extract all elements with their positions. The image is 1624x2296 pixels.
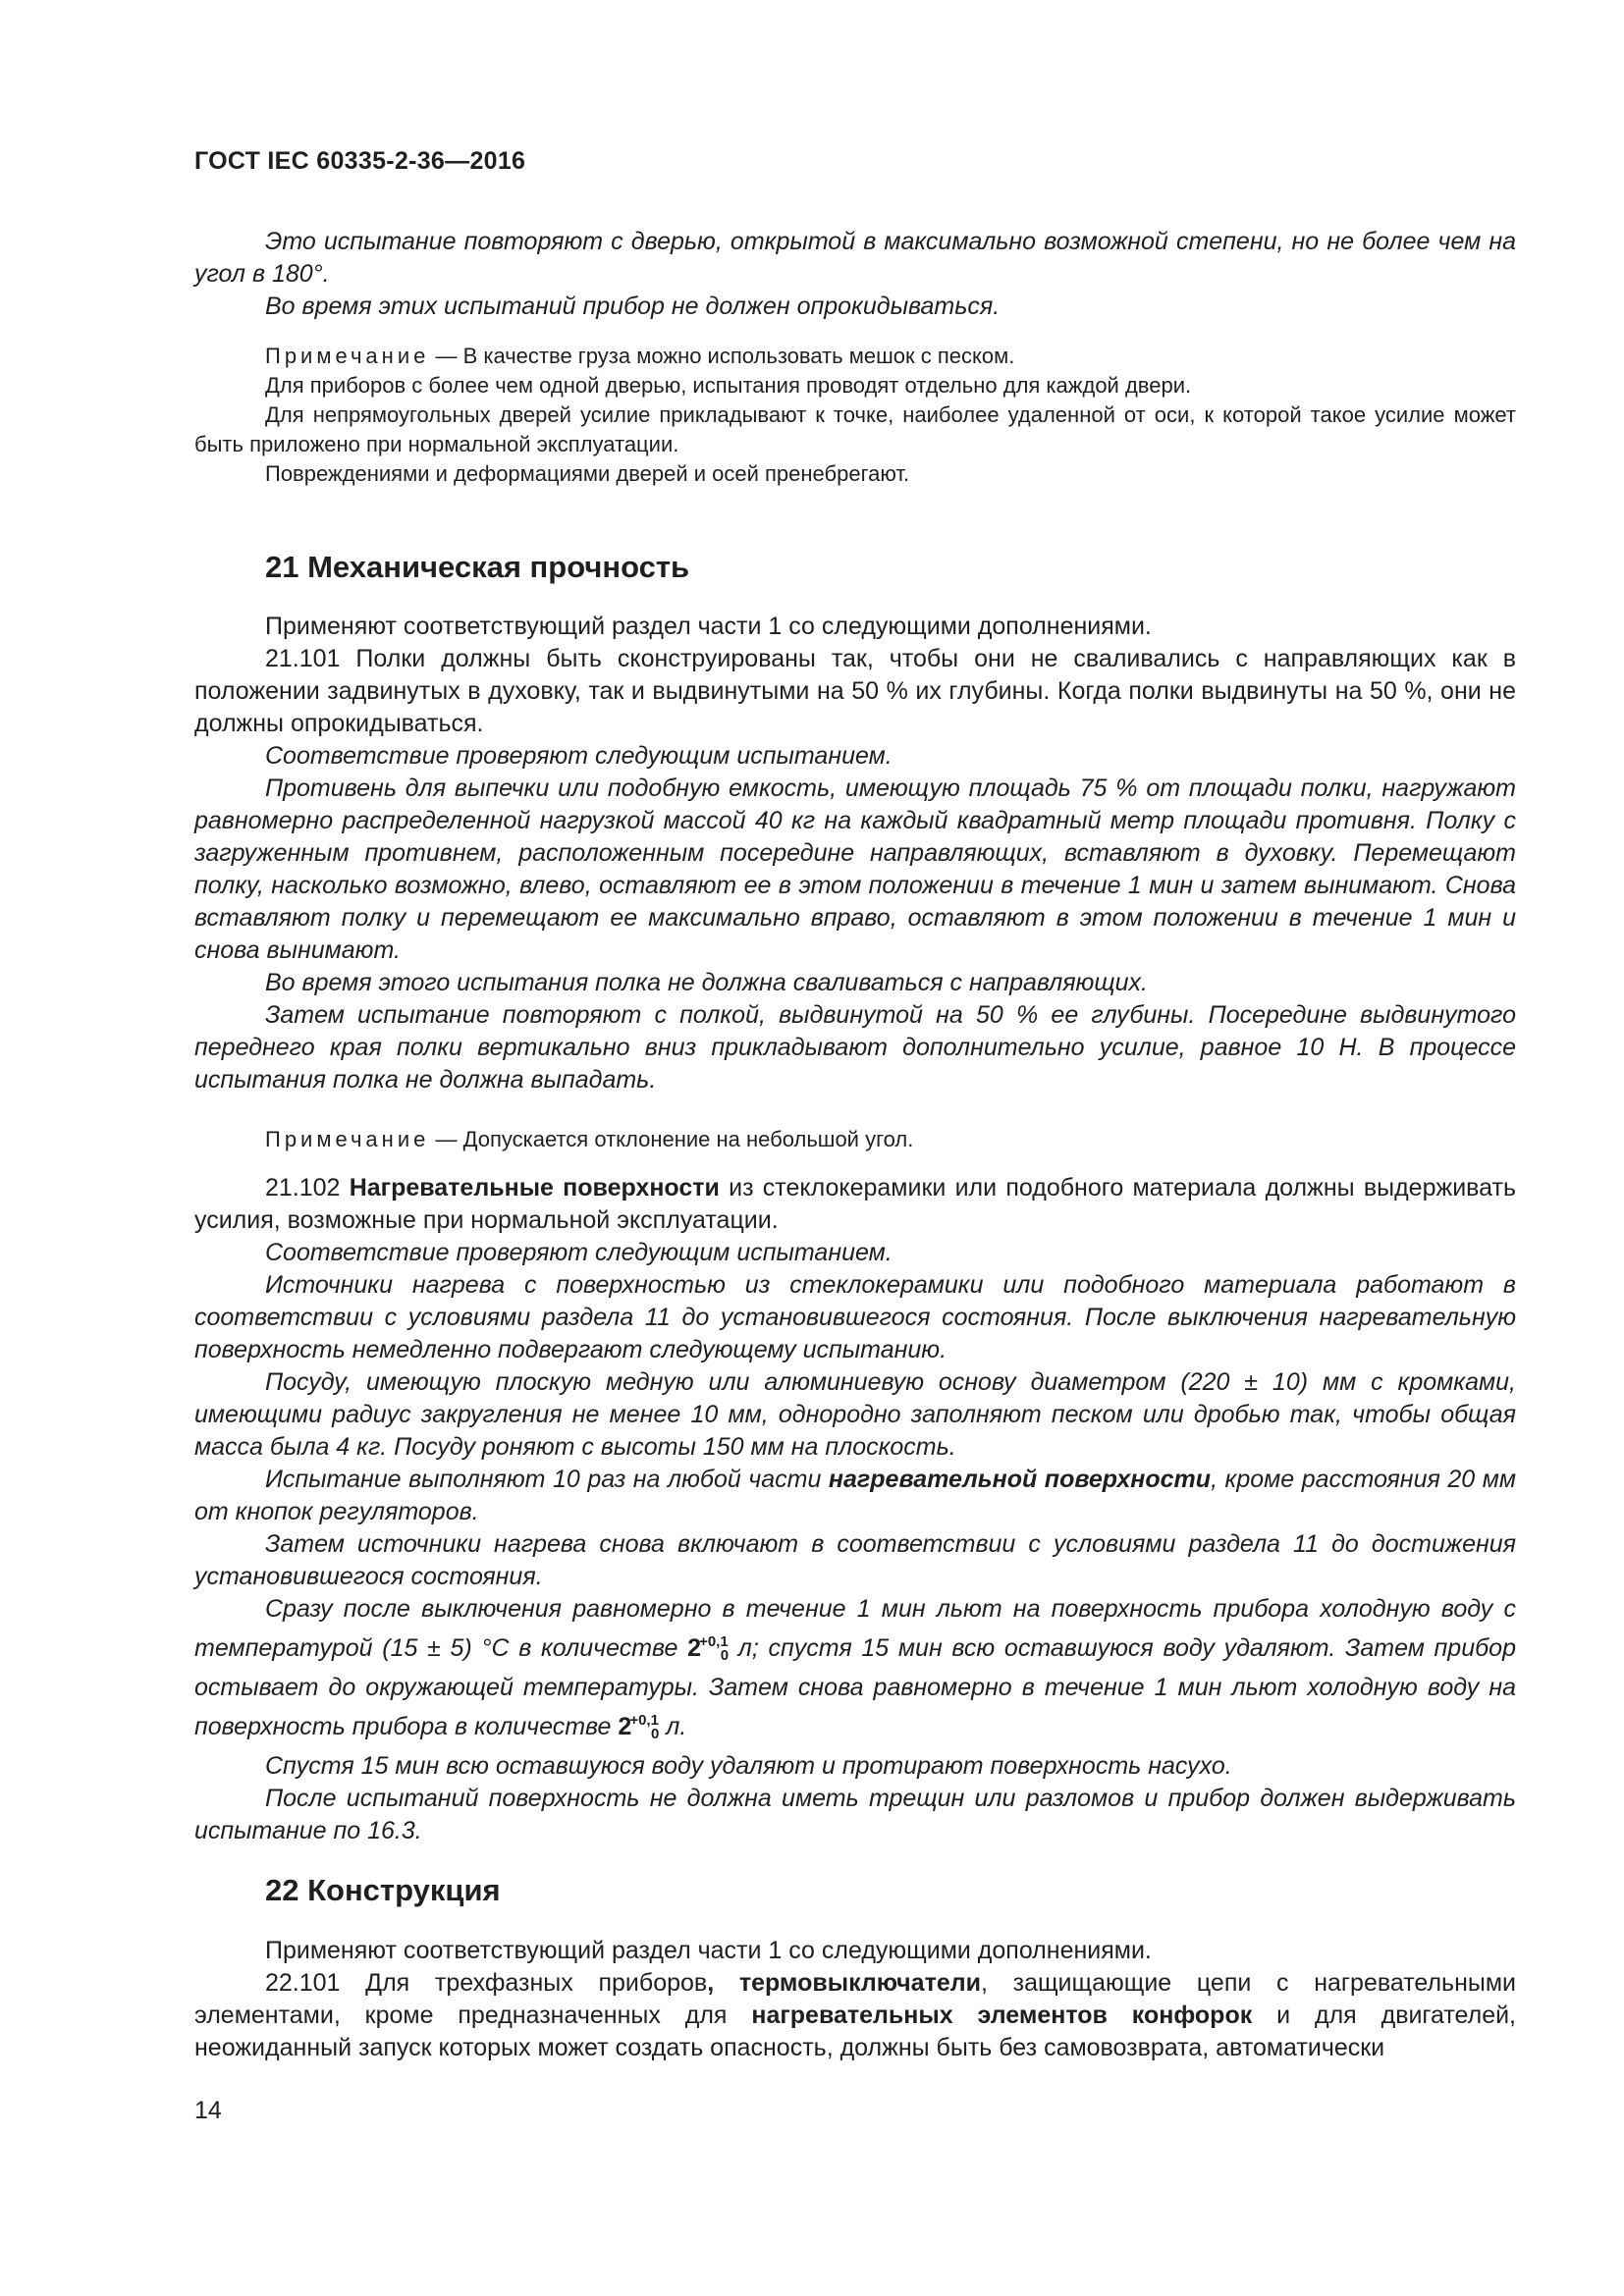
- s21-p7-start: 21.102: [265, 1174, 350, 1201]
- note-dash: —: [429, 344, 463, 368]
- page-number: 14: [194, 2097, 222, 2124]
- note-line-4: Повреждениями и деформациями дверей и осей пренебрегают.: [265, 461, 910, 486]
- quantity-tolerance-lower-1: 0: [720, 1647, 730, 1664]
- note-block-2: [194, 1125, 1516, 1154]
- section-22-title: 22 Конструкция: [265, 1873, 501, 1907]
- quantity-tolerance-lower-2: 0: [650, 1726, 660, 1742]
- quantity-value-1: 2: [687, 1634, 702, 1662]
- s21-paragraph-5: Во время этого испытания полка не должна сваливаться с направляющих.: [265, 969, 1148, 996]
- s21-paragraph-10: Посуду, имеющую плоскую медную или алюминиевую основу диаметром (220 ± 10) мм с кромками, имеющими радиус закругления не менее 10 мм, однородно заполняют песком или дробью так, чтобы общая масса была 4 кг. Посуду роняют с высоты 150 мм на плоскость.: [194, 1368, 1516, 1461]
- note-line-3: Для непрямоугольных дверей усилие прикладывают к точке, наиболее удаленной от оси, к которой такое усилие может быть приложено при нормальной эксплуатации.: [194, 402, 1516, 456]
- s21-note: [194, 1125, 1516, 1154]
- s21-paragraph-12: Затем источники нагрева снова включают в соответствии с условиями раздела 11 до достижения установившегося состояния.: [194, 1530, 1516, 1590]
- intro-block: [194, 226, 1516, 323]
- section-21-body: [194, 611, 1516, 1096]
- s21-paragraph-7: [194, 1172, 1516, 1237]
- s22-p2-term-2: нагревательных элементов конфорок: [751, 2002, 1253, 2029]
- s21-p7-end: из стеклокерамики или подобного материала должны выдерживать усилия, возможные при нормальной эксплуатации.: [194, 1174, 1516, 1234]
- s21-p7-term: Нагревательные поверхности: [349, 1174, 720, 1201]
- s22-paragraph-1: Применяют соответствующий раздел части 1 со следующими дополнениями.: [265, 1937, 1152, 1964]
- s21-p11-end: , кроме расстояния 20 мм от кнопок регуляторов.: [194, 1466, 1516, 1525]
- s21-p11-term: нагревательной поверхности: [828, 1466, 1212, 1493]
- s21-paragraph-9: Источники нагрева с поверхностью из стеклокерамики или подобного материала работают в соответствии с условиями раздела 11 до установившегося состояния. После выключения нагревательную поверхность немедленно подвергают следующему испытанию.: [194, 1271, 1516, 1363]
- section-21-heading-block: [194, 550, 1516, 585]
- section-21-title: 21 Механическая прочность: [265, 550, 690, 584]
- note-text-1: В качестве груза можно использовать мешок с песком.: [462, 344, 1015, 368]
- note-label: Примечание: [265, 344, 430, 368]
- intro-paragraph-2: Во время этих испытаний прибор не должен опрокидываться.: [265, 293, 1001, 320]
- s21-paragraph-11: [194, 1464, 1516, 1528]
- s21-note-label: Примечание: [265, 1127, 430, 1151]
- s21-paragraph-14: Спустя 15 мин всю оставшуюся воду удаляют и протирают поверхность насухо.: [265, 1752, 1232, 1780]
- s21-p13-part-c: л.: [659, 1713, 687, 1740]
- document-header: ГОСТ IEC 60335-2-36—2016: [194, 147, 526, 175]
- s21-paragraph-13: [194, 1593, 1516, 1750]
- quantity-tolerance-upper-2: +0,1: [629, 1712, 659, 1729]
- s21-paragraph-2: 21.101 Полки должны быть сконструированы так, чтобы они не сваливались с направляющих как в положении задвинутых в духовку, так и выдвинутыми на 50 % их глубины. Когда полки выдвинуты на 50 %, они не должны опрокидываться.: [194, 645, 1516, 737]
- s21-note-text: — Допускается отклонение на небольшой угол.: [429, 1127, 914, 1151]
- note-block-1: [194, 342, 1516, 489]
- s21-paragraph-15: После испытаний поверхность не должна иметь трещин или разломов и прибор должен выдерживать испытание по 16.3.: [194, 1785, 1516, 1844]
- s21-paragraph-6: Затем испытание повторяют с полкой, выдвинутой на 50 % ее глубины. Посередине выдвинутого переднего края полки вертикально вниз прикладывают дополнительно усилие, равное 10 Н. В процессе испытания полка не должна выпадать.: [194, 1001, 1516, 1094]
- section-22-heading-block: [194, 1873, 1516, 1908]
- quantity-tolerance-upper-1: +0,1: [699, 1633, 729, 1650]
- s21-paragraph-8: Соответствие проверяют следующим испытанием.: [265, 1239, 893, 1266]
- section-22-body: [194, 1935, 1516, 2064]
- s21-paragraph-1: Применяют соответствующий раздел части 1 со следующими дополнениями.: [265, 613, 1152, 640]
- s21-p13-part-b: л; спустя 15 мин всю оставшуюся воду удаляют. Затем прибор остывает до окружающей температуры. Затем снова равномерно в течение 1 мин льют холодную воду на поверхность прибора в количестве: [194, 1634, 1516, 1740]
- s21-paragraph-4: Противень для выпечки или подобную емкость, имеющую площадь 75 % от площади полки, нагружают равномерно распределенной нагрузкой массой 40 кг на каждый квадратный метр площади противня. Полку с загруженным противнем, расположенным посередине направляющих, вставляют в духовку. Перемещают полку, насколько возможно, влево, оставляют ее в этом положении в течение 1 мин и затем вынимают. Снова вставляют полку и перемещают ее максимально вправо, оставляют в этом положении в течение 1 мин и снова вынимают.: [194, 774, 1516, 964]
- s21-p11-start: Испытание выполняют 10 раз на любой части: [265, 1466, 829, 1493]
- intro-paragraph-1: Это испытание повторяют с дверью, открытой в максимально возможной степени, но не более чем на угол в 180°.: [194, 228, 1516, 288]
- section-21-body-2: [194, 1172, 1516, 1847]
- s21-p13-part-a: Сразу после выключения равномерно в течение 1 мин льют на поверхность прибора холодную воду с температурой (15 ± 5) °С в количестве: [194, 1595, 1516, 1662]
- s21-paragraph-3: Соответствие проверяют следующим испытанием.: [265, 742, 893, 770]
- s22-p2-middle: , защищающие цепи с нагревательными элементами, кроме предназначенных для: [194, 1969, 1516, 2029]
- note-line-2: Для приборов с более чем одной дверью, испытания проводят отдельно для каждой двери.: [265, 373, 1192, 398]
- s22-paragraph-2: [194, 1967, 1516, 2064]
- s22-p2-term-1: , термовыключатели: [707, 1969, 981, 1997]
- s22-p2-end: и для двигателей, неожиданный запуск которых может создать опасность, должны быть без самовозврата, автоматически: [194, 2002, 1517, 2061]
- note-line-1: [194, 342, 1516, 371]
- quantity-value-2: 2: [618, 1713, 632, 1740]
- s22-p2-start: 22.101 Для трехфазных приборов: [265, 1969, 708, 1997]
